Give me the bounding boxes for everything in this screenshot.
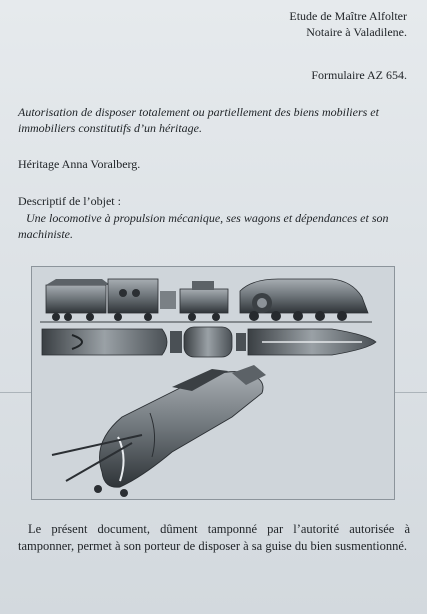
- locomotive-side-view: [40, 279, 372, 322]
- form-number: Formulaire AZ 654.: [311, 68, 407, 82]
- notary-header: [289, 8, 407, 40]
- locomotive-blueprint-icon: [32, 267, 396, 501]
- description-label: Descriptif de l’objet :: [18, 194, 121, 208]
- notary-office: Etude de Maître Alfolter: [289, 9, 407, 23]
- locomotive-perspective-view: [52, 365, 266, 497]
- document-purpose: Autorisation de disposer totalement ou partiellement des biens mobiliers et immobiliers constitutifs d’un héritage.: [18, 105, 379, 135]
- locomotive-top-view: [42, 327, 376, 357]
- heritage-name: Héritage Anna Voralberg.: [18, 157, 141, 171]
- locomotive-illustration: [31, 266, 395, 500]
- closing-statement: Le présent document, dûment tamponné par l’autorité autorisée à tamponner, permet à son porteur de disposer à sa guise du bien susmentionné.: [18, 522, 410, 553]
- description-text: Une locomotive à propulsion mécanique, ses wagons et dépendances et son machiniste.: [18, 211, 389, 241]
- notary-title: Notaire à Valadilene.: [306, 25, 407, 39]
